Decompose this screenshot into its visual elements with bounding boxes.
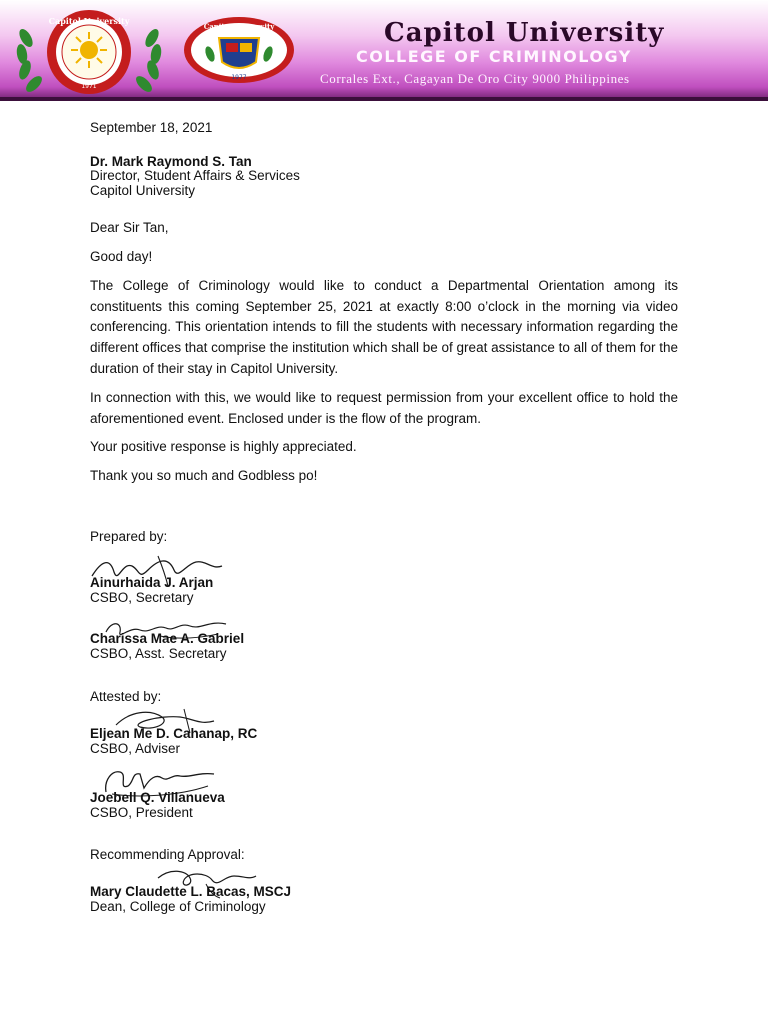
college-name: COLLEGE OF CRIMINOLOGY <box>356 47 632 66</box>
signatory-name: Mary Claudette L. Bacas, MSCJ <box>90 884 292 899</box>
college-seal-logo <box>182 16 296 84</box>
seal1-title: Capitol University <box>48 16 130 26</box>
seal2-year: 1977 <box>231 74 247 81</box>
closing-line: Thank you so much and Godbless po! <box>90 468 318 484</box>
signatory-title: Dean, College of Criminology <box>90 898 266 914</box>
signatory-title: CSBO, President <box>90 804 193 820</box>
university-address: Corrales Ext., Cagayan De Oro City 9000 Philippines <box>320 71 630 86</box>
prepared-by-label: Prepared by: <box>90 529 168 544</box>
signatory-block <box>90 791 225 820</box>
signatory-block <box>90 576 213 605</box>
recipient-block <box>90 155 678 199</box>
signatory-name: Ainurhaida J. Arjan <box>90 575 214 590</box>
letterhead-banner <box>0 0 768 101</box>
signatory-title: CSBO, Secretary <box>90 589 194 605</box>
letter-body <box>90 118 678 487</box>
seal2-title: Capitol University <box>203 22 275 31</box>
university-name: Capitol University <box>384 18 665 48</box>
body-paragraph: The College of Criminology would like to conduct a Departmental Orientation among its constituents this coming September 25, 2021 at exactly 8:00 o’clock in the morning via video conferencing. This orientation intends to fill the students with necessary information regarding the different offices that comprise the institution which shall be of great assistance to all of them for the duration of their stay in Capitol University. <box>90 277 678 377</box>
university-seal-logo <box>12 8 166 96</box>
signatory-title: CSBO, Asst. Secretary <box>90 645 227 661</box>
signatory-block <box>90 885 291 914</box>
recipient-title: Director, Student Affairs & Services <box>90 168 300 184</box>
signatory-block <box>90 632 244 661</box>
signatory-name: Charissa Mae A. Gabriel <box>90 631 245 646</box>
body-paragraph: Your positive response is highly appreciated. <box>90 439 357 455</box>
letter-date: September 18, 2021 <box>90 120 213 135</box>
attested-by-label: Attested by: <box>90 689 162 704</box>
recommending-approval-label: Recommending Approval: <box>90 847 245 862</box>
signatory-name: Eljean Me D. Cahanap, RC <box>90 726 258 741</box>
recipient-org: Capitol University <box>90 182 196 198</box>
body-paragraph: In connection with this, we would like to request permission from your excellent office to hold the aforementioned event. Enclosed under is the flow of the program. <box>90 389 678 426</box>
salutation: Dear Sir Tan, <box>90 220 169 236</box>
banner-divider <box>0 97 768 101</box>
signatory-block <box>90 727 257 756</box>
greeting: Good day! <box>90 249 153 265</box>
recipient-name: Dr. Mark Raymond S. Tan <box>90 153 252 169</box>
signatory-title: CSBO, Adviser <box>90 740 181 756</box>
seal1-year: 1971 <box>81 83 97 90</box>
signatory-name: Joebell Q. Villanueva <box>90 790 225 805</box>
